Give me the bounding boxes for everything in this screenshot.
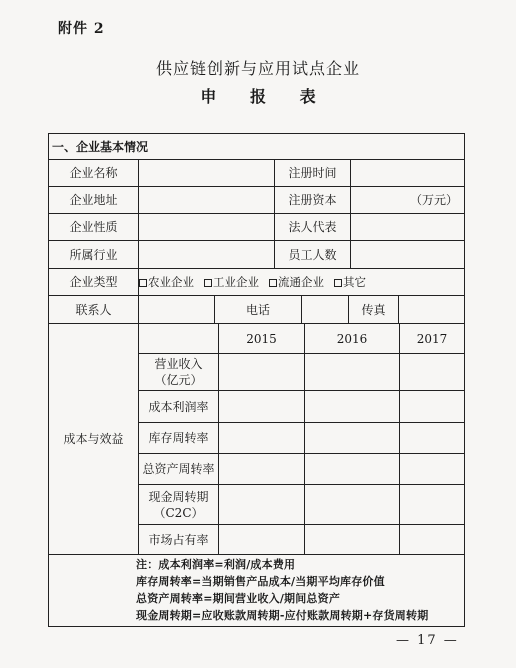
label-company-type: 企业类型 <box>69 275 118 289</box>
label-employees: 员工人数 <box>288 247 337 262</box>
page-number: — 17 — <box>396 633 459 648</box>
metric-asset-turnover: 总资产周转率 <box>142 462 215 476</box>
note-line: 注：成本利润率=利润/成本费用 <box>136 558 296 571</box>
company-type-options <box>139 269 464 295</box>
company-address-field[interactable] <box>139 187 274 213</box>
metric-market-share: 市场占有率 <box>148 532 209 547</box>
phone-field[interactable] <box>302 296 348 323</box>
label-register-capital: 注册资本 <box>288 193 337 207</box>
type-option-distribution[interactable]: 流通企业 <box>269 274 324 290</box>
form-title: 供应链创新与应用试点企业 <box>155 59 360 78</box>
application-form-table <box>48 133 465 627</box>
company-nature-field[interactable] <box>139 214 274 240</box>
label-legal-rep: 法人代表 <box>288 220 337 234</box>
checkbox-icon[interactable] <box>139 279 147 287</box>
label-contact: 联系人 <box>75 302 112 317</box>
label-phone: 电话 <box>245 302 270 317</box>
contact-field[interactable] <box>139 296 214 323</box>
checkbox-icon[interactable] <box>204 279 212 287</box>
legal-rep-field[interactable] <box>351 214 464 240</box>
company-name-field[interactable] <box>139 160 274 186</box>
employees-field[interactable] <box>351 241 464 268</box>
metric-cost-profit-ratio: 成本利润率 <box>148 399 209 414</box>
note-line: 库存周转率=当期销售产品成本/当期平均库存价值 <box>136 575 385 588</box>
label-fax: 传真 <box>361 302 386 317</box>
industry-field[interactable] <box>139 241 274 268</box>
type-option-other[interactable]: 其它 <box>334 274 366 290</box>
type-option-agriculture[interactable]: 农业企业 <box>139 274 194 290</box>
year-2016-header: 2016 <box>336 331 368 346</box>
label-register-time: 注册时间 <box>288 166 337 180</box>
checkbox-icon[interactable] <box>269 279 277 287</box>
metric-inventory-turnover: 库存周转率 <box>148 431 209 445</box>
metric-revenue: 营业收入 （亿元） <box>154 357 203 387</box>
label-company-nature: 企业性质 <box>69 220 118 234</box>
checkbox-icon[interactable] <box>334 279 342 287</box>
note-line: 现金周转期=应收账款周转期-应付账款周转期+存货周转期 <box>136 609 429 622</box>
register-time-field[interactable] <box>351 160 464 186</box>
type-option-industry[interactable]: 工业企业 <box>204 274 259 290</box>
capital-unit[interactable]: （万元） <box>409 193 458 207</box>
section-heading: 一、企业基本情况 <box>52 139 149 154</box>
label-company-name: 企业名称 <box>69 166 118 180</box>
year-2015-header: 2015 <box>246 331 277 346</box>
label-industry: 所属行业 <box>69 247 118 262</box>
form-subtitle: 申 报 表 <box>200 87 330 106</box>
attachment-label: 附件 2 <box>58 21 105 37</box>
label-company-address: 企业地址 <box>69 193 118 207</box>
year-2017-header: 2017 <box>416 331 448 346</box>
metric-cash-cycle: 现金周转期 （C2C） <box>148 489 209 520</box>
fax-field[interactable] <box>399 296 464 323</box>
note-line: 总资产周转率=期间营业收入/期间总资产 <box>136 592 341 605</box>
label-cost-benefit: 成本与效益 <box>63 432 124 446</box>
